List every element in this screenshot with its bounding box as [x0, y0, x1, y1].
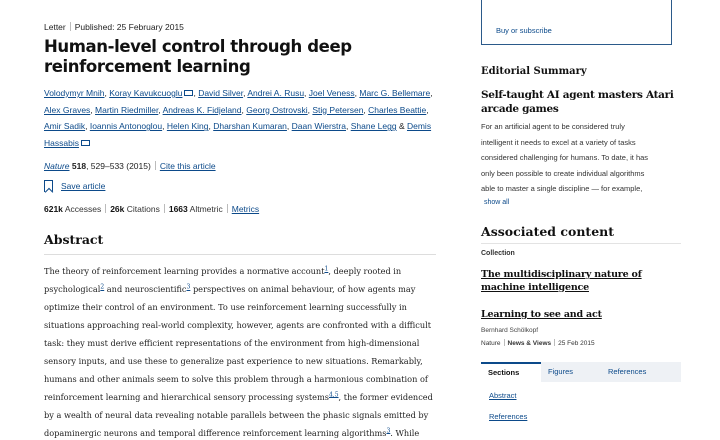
pages: , 529–533 (2015) [86, 161, 151, 172]
abstract-line: task: they must derive efficient representations of the environment from high-dimensional [44, 338, 420, 348]
author-link[interactable]: Shane Legg [350, 121, 397, 132]
author-link[interactable]: Demis [406, 121, 432, 132]
item-journal: Nature [481, 340, 501, 347]
author-link[interactable]: Daan Wierstra [291, 121, 346, 132]
article-type: Letter [44, 22, 66, 32]
reference-link[interactable]: 3 [186, 283, 191, 291]
tab-sections[interactable]: Sections [481, 362, 541, 382]
abstract-line: dopaminergic neurons and temporal difference reinforcement learning algorithms$^3$. While [44, 426, 420, 438]
author-link[interactable]: Helen King [166, 121, 209, 132]
editorial-line: considered challenging for humans. To date, it has [481, 153, 649, 162]
reference-link[interactable]: 3 [386, 426, 391, 434]
editorial-line: intelligent it needs to excel at a variety of tasks [481, 137, 636, 147]
altmetric-label: Altmetric [189, 204, 223, 215]
article-metrics [44, 204, 436, 214]
abstract-line: optimize their control of an environment. To use reinforcement learning successfully in [44, 302, 407, 313]
article-main [44, 22, 436, 440]
accesses-label: Accesses [64, 204, 102, 215]
article-meta [44, 22, 436, 32]
author-link[interactable]: Dharshan Kumaran [213, 121, 287, 132]
author-link[interactable]: Stig Petersen [312, 104, 364, 115]
associated-content-heading: Associated content [481, 224, 615, 239]
author-line [44, 135, 436, 152]
editorial-summary-heading: Editorial Summary [481, 66, 587, 77]
author-link[interactable]: Georg Ostrovski [246, 104, 308, 115]
reference-link[interactable]: 1 [324, 265, 329, 273]
author-link[interactable]: Andrei A. Rusu [247, 88, 305, 98]
author-link[interactable]: Andreas K. Fidjeland [162, 104, 242, 115]
editorial-summary-text [481, 119, 681, 197]
editorial-line: able to master a single discipline — for example, [481, 184, 643, 193]
author-link[interactable]: Ioannis Antonoglou [89, 121, 163, 132]
abstract-line: sensory inputs, and use these to generalize past experience to new situations. Remarkably, [44, 355, 423, 366]
editorial-line: For an artificial agent to be considered truly [481, 122, 625, 131]
reference-link[interactable]: 2 [100, 283, 105, 291]
divider [70, 22, 71, 31]
save-article-label: Save article [61, 181, 106, 192]
collection-label: Collection [481, 250, 515, 257]
author-link[interactable]: Martin Riedmiller [95, 104, 159, 115]
buy-or-subscribe-button[interactable] [481, 0, 672, 45]
divider [554, 339, 555, 346]
sections-tabs [481, 362, 681, 382]
divider [155, 161, 156, 170]
author-link[interactable]: Joel Veness [308, 88, 355, 98]
article-title: Human-level control through deep reinforcement learning [44, 37, 352, 76]
divider [105, 204, 106, 213]
citations-label: Citations [126, 204, 160, 215]
author-line: Volodymyr Mnih, Koray Kavukcuoglu , David Silver, Andrei A. Rusu, Joel Veness, Marc G. Bellemare, [44, 88, 433, 98]
mail-icon[interactable] [184, 90, 193, 96]
editorial-line: only been possible to create individual algorithms [481, 168, 645, 178]
item-date: 25 Feb 2015 [558, 340, 595, 347]
divider [504, 339, 505, 346]
author-line: Amir Sadik, Ioannis Antonoglou, Helen King, Dharshan Kumaran, Daan Wierstra, Shane Legg & Demis [44, 121, 432, 132]
show-all-link[interactable]: show all [484, 199, 510, 206]
published-date: Published: 25 February 2015 [74, 22, 184, 32]
divider [164, 204, 165, 213]
author-line: Alex Graves, Martin Riedmiller, Andreas K. Fidjeland, Georg Ostrovski, Stig Petersen, Charles Beattie, [44, 104, 429, 115]
author-link[interactable]: Volodymyr Mnih [44, 88, 105, 98]
author-link[interactable]: Alex Graves [44, 104, 91, 115]
divider [481, 243, 681, 244]
save-article-button[interactable] [44, 180, 436, 192]
abstract-line: psychological$^2$ and neuroscientific$^3$ perspectives on animal behaviour, of how agents may [44, 283, 416, 295]
abstract-line: by a wealth of neural data revealing notable parallels between the phasic signals emitted by [44, 409, 429, 420]
author-link[interactable]: David Silver [198, 88, 244, 98]
citation-line [44, 161, 436, 171]
section-link-abstract[interactable]: Abstract [489, 391, 517, 400]
associated-item-link[interactable]: The multidisciplinary nature of machine intelligence [481, 269, 642, 293]
abstract-heading: Abstract [44, 232, 436, 255]
author-link[interactable]: Marc G. Bellemare [359, 88, 431, 98]
citations-count: 26k [110, 204, 125, 215]
author-link[interactable]: Amir Sadik [44, 121, 86, 132]
metrics-link[interactable]: Metrics [231, 204, 260, 215]
volume: 518 [71, 161, 87, 172]
item-author: Bernhard Schölkopf [481, 327, 539, 334]
accesses-count: 621k [44, 204, 63, 215]
author-link[interactable]: Hassabis [44, 137, 79, 148]
section-link-references[interactable]: References [489, 412, 528, 421]
item-meta [481, 339, 595, 347]
altmetric-count: 1663 [168, 204, 188, 215]
journal-link[interactable]: Nature [44, 161, 70, 172]
author-link[interactable]: Charles Beattie [368, 104, 427, 115]
editorial-summary-title: Self-taught AI agent masters Atari arcade games [481, 89, 674, 115]
abstract-line: humans and other animals seem to solve this problem through a harmonious combination of [44, 373, 428, 384]
associated-item-link[interactable]: Learning to see and act [481, 309, 602, 320]
tab-figures[interactable]: Figures [548, 367, 574, 376]
author-list [44, 85, 436, 151]
item-type: News & Views [507, 340, 552, 347]
abstract-line: situations approaching real-world complexity, however, agents are confronted with a difficult [44, 320, 432, 331]
reference-link[interactable]: 4,5 [328, 390, 339, 398]
bookmark-icon [44, 180, 53, 192]
abstract-text [44, 263, 436, 440]
divider [227, 204, 228, 213]
author-link[interactable]: Koray Kavukcuoglu [109, 88, 183, 98]
buy-label: Buy or subscribe [496, 26, 552, 35]
abstract-line: reinforcement learning and hierarchical sensory processing systems$^{4,5}$, the former evidenced [44, 390, 433, 402]
tab-references[interactable]: References [608, 367, 647, 376]
mail-icon[interactable] [81, 140, 90, 146]
abstract-line: The theory of reinforcement learning provides a normative account$^1$, deeply rooted in [44, 265, 402, 277]
cite-article-link[interactable]: Cite this article [159, 161, 216, 172]
